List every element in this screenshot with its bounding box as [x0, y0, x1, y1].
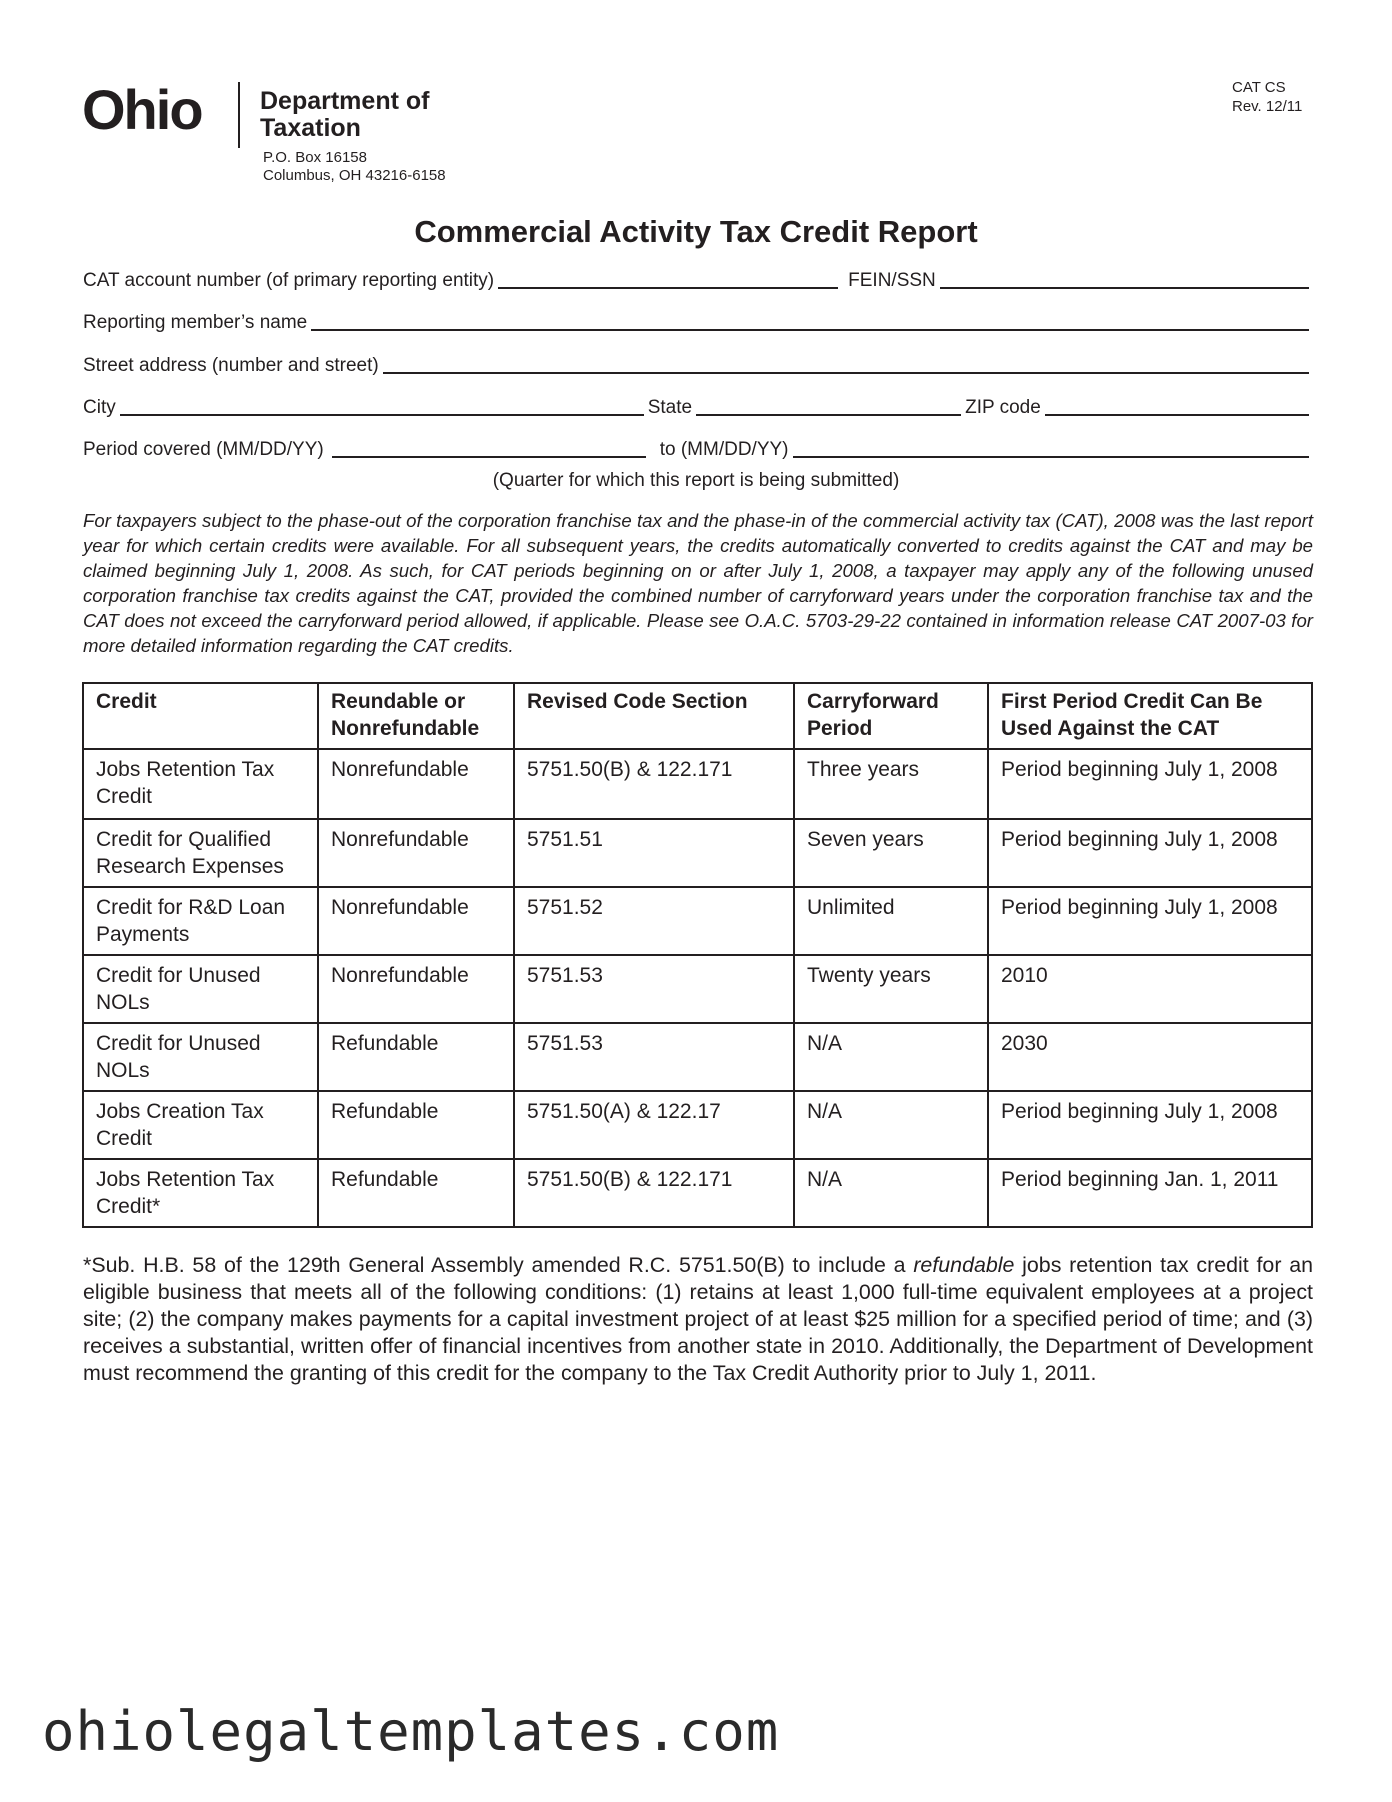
fein-label: FEIN/SSN: [848, 270, 936, 291]
footnote-text-before: *Sub. H.B. 58 of the 129th General Assembly amended R.C. 5751.50(B) to include a: [83, 1253, 914, 1277]
table-cell: 2030: [988, 1023, 1312, 1091]
table-cell: 5751.52: [514, 887, 794, 955]
table-cell: Jobs Retention Tax Credit: [83, 749, 318, 819]
period-to-field[interactable]: [793, 436, 1309, 458]
table-cell: 2010: [988, 955, 1312, 1023]
field-row-city: [83, 393, 1313, 419]
table-cell: Credit for Qualified Research Expenses: [83, 819, 318, 887]
watermark: ohiolegaltemplates.com: [42, 1700, 780, 1763]
street-field[interactable]: [383, 352, 1309, 374]
logo-divider: [238, 82, 240, 148]
table-cell: Twenty years: [794, 955, 988, 1023]
table-row: [83, 1023, 1312, 1091]
table-cell: N/A: [794, 1023, 988, 1091]
state-label: State: [647, 397, 693, 418]
table-cell: 5751.50(A) & 122.17: [514, 1091, 794, 1159]
table-row: [83, 749, 1312, 819]
table-row: [83, 1159, 1312, 1227]
footnote: [83, 1252, 1313, 1387]
period-from-label: Period covered (MM/DD/YY): [83, 439, 324, 460]
period-to-label: to (MM/DD/YY): [659, 439, 789, 460]
footnote-emphasis: refundable: [913, 1253, 1015, 1277]
table-cell: 5751.50(B) & 122.171: [514, 1159, 794, 1227]
field-row-period: [83, 435, 1313, 461]
table-cell: Period beginning July 1, 2008: [988, 749, 1312, 819]
table-cell: Nonrefundable: [318, 955, 514, 1023]
table-cell: 5751.53: [514, 955, 794, 1023]
table-cell: 5751.53: [514, 1023, 794, 1091]
department-address: [263, 149, 446, 185]
department-name: [260, 88, 429, 142]
column-header: Revised Code Section: [514, 683, 794, 749]
table-cell: Period beginning Jan. 1, 2011: [988, 1159, 1312, 1227]
member-name-field[interactable]: [311, 309, 1309, 331]
page-title: Commercial Activity Tax Credit Report: [414, 214, 978, 249]
footnote-text-after: jobs retention tax credit for an eligible business that meets all of the following conditions: (1) retains at least 1,000 full-time equivalent employees at a project site; (2) the company makes payments for a capital investment project of at least $25 million for a specified period of time; and (3) receives a substantial, written offer of financial incentives from another state in 2010. Additionally, the Department of Development must recommend the granting of this credit for the company to the Tax Credit Authority prior to July 1, 2011.: [83, 1253, 1313, 1385]
table-header-row: [83, 683, 1312, 749]
field-row-street: [83, 351, 1313, 377]
city-field[interactable]: [120, 394, 644, 416]
column-header: Reundable or Nonrefundable: [318, 683, 514, 749]
department-line2: Taxation: [260, 114, 361, 142]
city-label: City: [83, 397, 116, 418]
street-label: Street address (number and street): [83, 355, 379, 376]
table-cell: Period beginning July 1, 2008: [988, 887, 1312, 955]
table-cell: 5751.50(B) & 122.171: [514, 749, 794, 819]
table-cell: Jobs Creation Tax Credit: [83, 1091, 318, 1159]
cat-account-field[interactable]: [498, 267, 838, 289]
column-header: First Period Credit Can Be Used Against the CAT: [988, 683, 1312, 749]
column-header: Credit: [83, 683, 318, 749]
table-row: [83, 887, 1312, 955]
table-cell: Refundable: [318, 1159, 514, 1227]
form-identifier: [1232, 78, 1302, 116]
table-cell: Seven years: [794, 819, 988, 887]
zip-field[interactable]: [1045, 394, 1309, 416]
table-cell: Nonrefundable: [318, 749, 514, 819]
form-revision: Rev. 12/11: [1232, 98, 1303, 115]
cat-account-label: CAT account number (of primary reporting entity): [83, 270, 495, 291]
table-cell: Jobs Retention Tax Credit*: [83, 1159, 318, 1227]
table-cell: Period beginning July 1, 2008: [988, 819, 1312, 887]
department-line1: Department of: [260, 87, 430, 115]
address-line2: Columbus, OH 43216-6158: [263, 167, 446, 184]
period-from-field[interactable]: [332, 436, 646, 458]
table-cell: Refundable: [318, 1091, 514, 1159]
member-name-label: Reporting member’s name: [83, 312, 308, 333]
table-cell: N/A: [794, 1091, 988, 1159]
table-cell: Credit for R&D Loan Payments: [83, 887, 318, 955]
table-row: [83, 819, 1312, 887]
intro-paragraph: For taxpayers subject to the phase-out of the corporation franchise tax and the phase-in of the commercial activity tax (CAT), 2008 was the last report year for which certain credits were available. For all subsequent years, the credits automatically converted to credits against the CAT and may be claimed beginning July 1, 2008. As such, for CAT periods beginning on or after July 1, 2008, a taxpayer may apply any of the following unused corporation franchise tax credits against the CAT, provided the combined number of carryforward years under the corporation franchise tax and the CAT does not exceed the carryforward period allowed, if applicable. Please see O.A.C. 5703-29-22 contained in information release CAT 2007-03 for more detailed information regarding the CAT credits.: [83, 510, 1313, 656]
table-cell: Three years: [794, 749, 988, 819]
quarter-note: (Quarter for which this report is being submitted): [492, 470, 900, 491]
state-field[interactable]: [696, 394, 961, 416]
field-row-account: [83, 266, 1313, 292]
table-cell: Nonrefundable: [318, 819, 514, 887]
address-line1: P.O. Box 16158: [263, 149, 367, 166]
table-cell: Refundable: [318, 1023, 514, 1091]
column-header: Carryforward Period: [794, 683, 988, 749]
table-cell: Credit for Unused NOLs: [83, 955, 318, 1023]
ohio-logo: Ohio: [82, 78, 202, 141]
table-row: [83, 1091, 1312, 1159]
table-cell: N/A: [794, 1159, 988, 1227]
table-cell: Credit for Unused NOLs: [83, 1023, 318, 1091]
table-cell: Unlimited: [794, 887, 988, 955]
table-cell: Nonrefundable: [318, 887, 514, 955]
table-row: [83, 955, 1312, 1023]
table-cell: 5751.51: [514, 819, 794, 887]
zip-label: ZIP code: [965, 397, 1041, 418]
fein-field[interactable]: [940, 267, 1309, 289]
table-cell: Period beginning July 1, 2008: [988, 1091, 1312, 1159]
field-row-name: [83, 308, 1313, 334]
form-code: CAT CS: [1232, 79, 1286, 96]
credits-table: [82, 682, 1313, 1228]
